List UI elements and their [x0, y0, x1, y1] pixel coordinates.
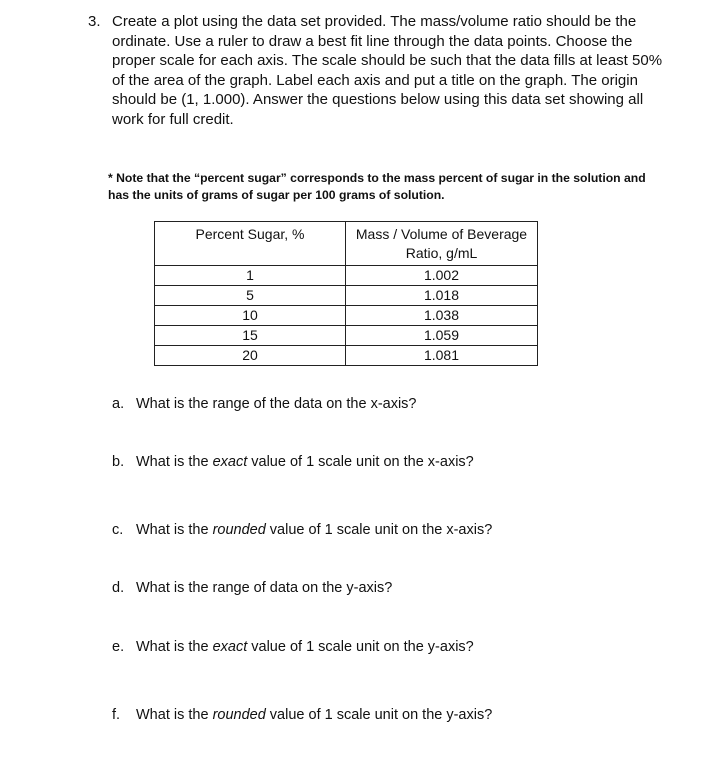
table-row	[155, 346, 538, 366]
table-cell: 1.038	[346, 306, 538, 326]
problem-instructions: Create a plot using the data set provided. The mass/volume ratio should be the ordinate. Use a ruler to draw a best fit line through the data points. Choose the proper scale for each axis. The scale should be such that the data fills at least 50% of the area of the graph. Label each axis and put a title on the graph. The origin should be (1, 1.000). Answer the questions below using this data set showing all work for full credit.	[112, 13, 663, 128]
question-a	[112, 394, 417, 414]
question-text: value of 1 scale unit on the x-axis?	[265, 522, 493, 538]
question-d	[112, 578, 392, 598]
table-cell: 5	[155, 286, 346, 306]
table-cell: 1.018	[346, 286, 538, 306]
question-c	[112, 520, 492, 540]
table-cell: 1.002	[346, 266, 538, 286]
table-row	[155, 286, 538, 306]
question-text: What is the range of data on the y-axis?	[136, 580, 393, 596]
table-cell: 1	[155, 266, 346, 286]
question-text: What is the range of the data on the x-axis?	[136, 396, 417, 412]
question-letter: b.	[112, 454, 125, 470]
column-header-mass-volume: Mass / Volume of Beverage Ratio, g/mL	[346, 222, 538, 266]
question-emphasis: exact	[212, 639, 248, 655]
question-emphasis: exact	[212, 454, 248, 470]
question-letter: d.	[112, 580, 125, 596]
question-letter: f.	[112, 707, 121, 723]
column-header-percent-sugar: Percent Sugar, %	[155, 222, 346, 266]
question-emphasis: rounded	[212, 707, 266, 723]
question-text: What is the	[136, 639, 213, 655]
question-text: What is the	[136, 522, 213, 538]
question-b	[112, 452, 474, 472]
question-text: value of 1 scale unit on the x-axis?	[247, 454, 474, 470]
question-letter: a.	[112, 396, 125, 412]
question-text: value of 1 scale unit on the y-axis?	[247, 639, 474, 655]
table-cell: 15	[155, 326, 346, 346]
note-text: * Note that the “percent sugar” corresponds to the mass percent of sugar in the solution and has the units of grams of sugar per 100 grams of solution.	[108, 171, 646, 202]
table-cell: 20	[155, 346, 346, 366]
table-cell: 1.059	[346, 326, 538, 346]
table-row	[155, 266, 538, 286]
question-text: What is the	[136, 454, 213, 470]
question-emphasis: rounded	[212, 522, 266, 538]
question-text: value of 1 scale unit on the y-axis?	[265, 707, 493, 723]
data-table	[154, 221, 538, 366]
question-f	[112, 705, 492, 725]
question-letter: c.	[112, 522, 124, 538]
question-e	[112, 637, 474, 657]
table-header-row	[155, 222, 538, 266]
problem-number: 3.	[88, 13, 101, 30]
question-letter: e.	[112, 639, 125, 655]
table-cell: 10	[155, 306, 346, 326]
table-cell: 1.081	[346, 346, 538, 366]
table-row	[155, 326, 538, 346]
question-text: What is the	[136, 707, 213, 723]
table-row	[155, 306, 538, 326]
